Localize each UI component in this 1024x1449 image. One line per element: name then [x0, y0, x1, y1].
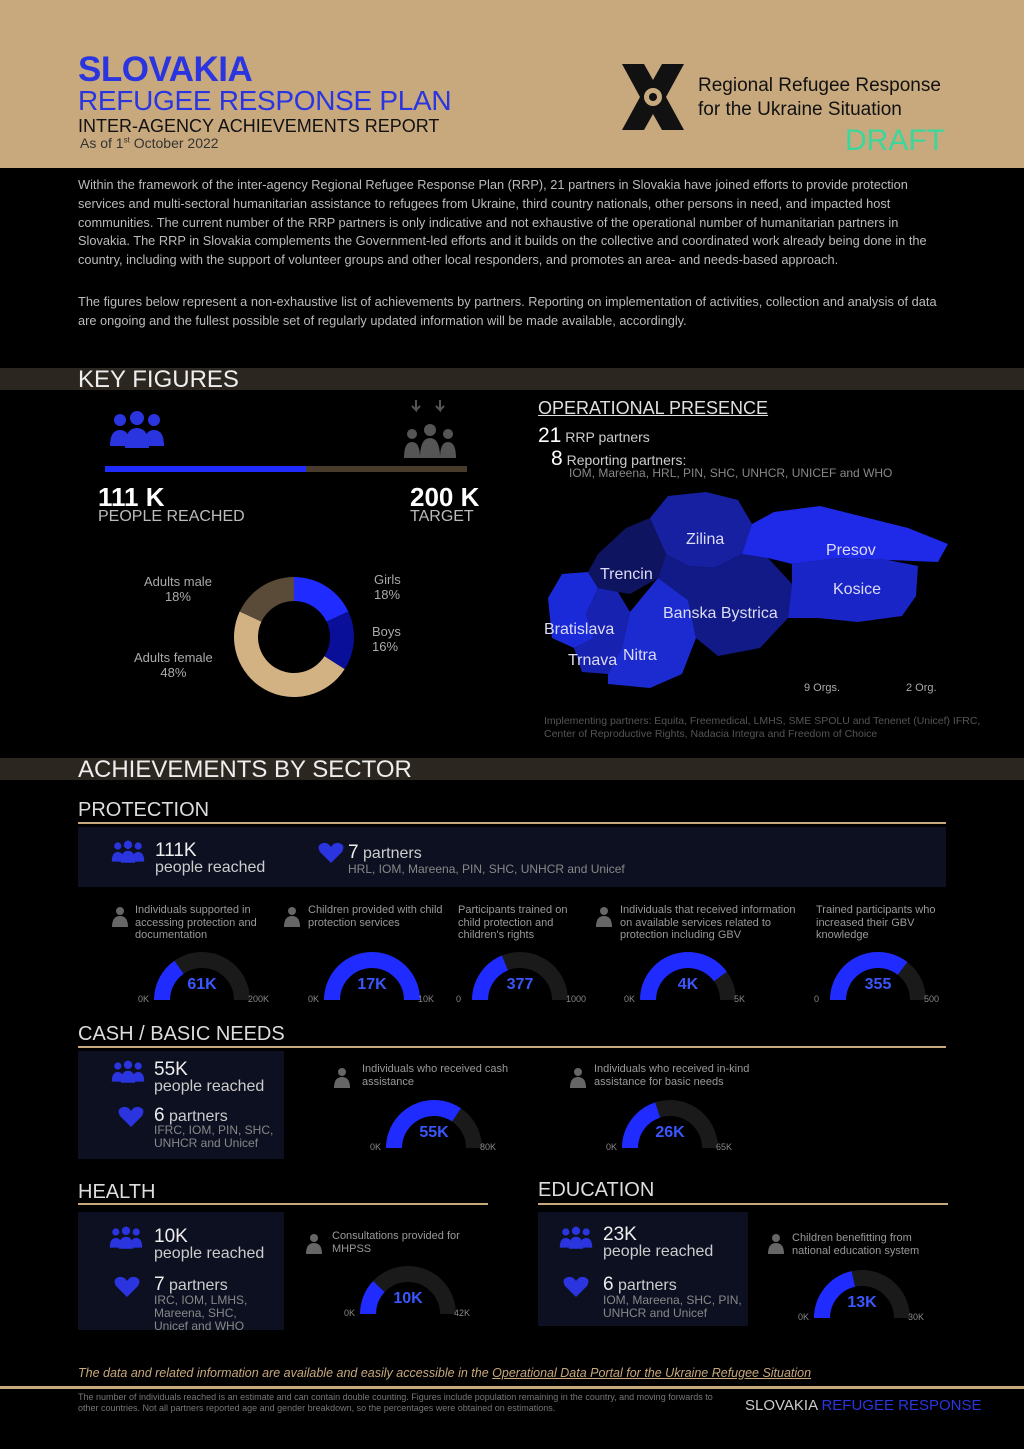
key-figures-title: KEY FIGURES: [78, 366, 239, 393]
protection-partners-list: HRL, IOM, Mareena, PIN, SHC, UNHCR and Unicef: [348, 862, 625, 876]
gauge-min: 0: [456, 994, 462, 1004]
gauge-max: 500: [924, 994, 940, 1004]
gauge-value: 26K: [655, 1124, 685, 1141]
indicator-icon: [110, 905, 130, 927]
gauge-max: 65K: [716, 1142, 733, 1152]
gauge-min: 0K: [624, 994, 636, 1004]
data-portal-link[interactable]: Operational Data Portal for the Ukraine Refugee Situation: [492, 1366, 812, 1380]
indicator-label: Consultations provided for MHPSS: [332, 1230, 460, 1255]
map-label-zilina: Zilina: [686, 531, 725, 548]
intro-paragraph-1: Within the framework of the inter-agency Regional Refugee Response Plan (RRP), 21 partners in Slovakia have joined efforts to provide protection services and multi-sectoral humanitarian assistance to refugees from Ukraine, third country nationals, other persons in need, and impacted host communities. The current number of the RRP partners is only indicative and not exhaustive of the operational number of humanitarian partners in Slovakia. The RRP in Slovakia complements the Government-led efforts and it builds on the collective and coordinated work already being done in the country, including with the support of volunteer groups and other local responders, and promotes an area- and needs-based approach.: [78, 177, 927, 268]
indicator-icon: [282, 905, 302, 927]
gauge-value: 55K: [419, 1124, 449, 1141]
protection-reached-label: people reached: [155, 859, 266, 876]
donut-adults-female: Adults female 48%: [134, 650, 213, 680]
reached-value: 111 K: [98, 482, 165, 512]
indicator-label: Trained participants who increased their GBV knowledge: [816, 904, 936, 941]
report-type: INTER-AGENCY ACHIEVEMENTS REPORT: [78, 116, 440, 136]
rrp-logo-icon: [614, 58, 692, 136]
intro-paragraph-2: The figures below represent a non-exhaustive list of achievements by partners. Reporting on implementation of activities, collection and analysis of data are ongoing and the fullest possible set of regularly updated information will be made available, accordingly.: [78, 294, 937, 328]
gauge-max: 1000: [566, 994, 587, 1004]
education-reached-label: people reached: [603, 1243, 714, 1260]
donut-slice-adults-male: [240, 577, 294, 622]
indicator-icon: [766, 1232, 786, 1254]
gauge-max: 30K: [908, 1312, 925, 1322]
indicator-label: Individuals who received cash assistance: [362, 1063, 509, 1088]
map-label-trencin: Trencin: [600, 566, 653, 583]
indicator-label: Children provided with child protection services: [308, 904, 443, 929]
gauge-max: 5K: [734, 994, 746, 1004]
health-rule: [78, 1203, 488, 1205]
people-reached-icon: [108, 410, 166, 450]
gauge-max: 80K: [480, 1142, 497, 1152]
education-partners: 6 partners: [603, 1274, 677, 1295]
education-partners-list: IOM, Mareena, SHC, PIN, UNHCR and Unicef: [603, 1293, 742, 1320]
donut-girls: Girls 18%: [374, 572, 401, 602]
gauge-min: 0K: [606, 1142, 618, 1152]
education-title: EDUCATION: [538, 1179, 655, 1201]
gauge: [624, 948, 746, 1011]
gauge-value: 377: [506, 976, 534, 993]
footer-disclaimer: The number of individuals reached is an estimate and can contain double counting. Figures include population remaining in the country, and moving forwards to other countries. Not all partners reported age and gender breakdown, so the percentages were obtained on estimations.: [78, 1392, 713, 1413]
cash-partners: 6 partners: [154, 1105, 228, 1126]
gauge: [456, 948, 587, 1011]
draft-stamp: DRAFT: [845, 124, 945, 157]
indicator-icon: [594, 905, 614, 927]
donut-adults-male: Adults male 18%: [144, 574, 212, 604]
age-gender-donut: [232, 575, 356, 699]
indicator-label: Children benefitting from national education system: [792, 1232, 920, 1257]
operational-presence-title: OPERATIONAL PRESENCE: [538, 398, 769, 418]
implementing-partners-note: Implementing partners: Equita, Freemedical, LMHS, SME SPOLU and Tenenet (Unicef) IFRC, Center of Reproductive Rights, Nadacia Integra and Freedom of Choice: [544, 715, 981, 740]
rrp-partners-count: 21 RRP partners: [538, 424, 650, 447]
map-label-presov: Presov: [826, 542, 876, 559]
achievements-title: ACHIEVEMENTS BY SECTOR: [78, 756, 412, 783]
gauge: [606, 1096, 733, 1159]
handshake-heart-icon: [563, 1276, 589, 1298]
gauge-value: 17K: [357, 976, 387, 993]
protection-summary-panel: [78, 827, 946, 887]
cash-partners-list: IFRC, IOM, PIN, SHC, UNHCR and Unicef: [154, 1123, 274, 1150]
gauge-min: 0K: [370, 1142, 382, 1152]
gauge: [814, 948, 940, 1011]
footer-rule: [0, 1386, 1024, 1389]
gauge-value: 355: [864, 976, 892, 993]
indicator-icon: [304, 1232, 324, 1254]
reporting-partners-list: IOM, Mareena, HRL, PIN, SHC, UNHCR, UNICEF and WHO: [569, 466, 893, 480]
protection-title: PROTECTION: [78, 799, 210, 821]
handshake-heart-icon: [318, 842, 344, 864]
page-subtitle: REFUGEE RESPONSE PLAN: [78, 85, 452, 116]
protection-reached-value: 111K: [155, 840, 197, 861]
gauge-max: 42K: [454, 1308, 471, 1318]
indicator-label: Participants trained on child protection and children's rights: [458, 904, 568, 941]
footer-brand: SLOVAKIA REFUGEE RESPONSE: [745, 1397, 982, 1414]
people-icon: [558, 1226, 594, 1250]
cash-reached-value: 55K: [154, 1059, 188, 1080]
target-people-icon: [400, 398, 466, 462]
gauge: [308, 948, 435, 1011]
target-value: 200 K: [410, 482, 480, 512]
gauge-min: 0K: [308, 994, 320, 1004]
indicator-icon: [568, 1066, 588, 1088]
gauge-min: 0K: [138, 994, 150, 1004]
health-reached-label: people reached: [154, 1245, 265, 1262]
gauge-max: 200K: [248, 994, 270, 1004]
cash-reached-label: people reached: [154, 1078, 265, 1095]
gauge-min: 0: [814, 994, 820, 1004]
gauge-min: 0K: [798, 1312, 810, 1322]
indicator-icon: [332, 1066, 352, 1088]
gauge: [344, 1262, 471, 1325]
cash-title: CASH / BASIC NEEDS: [78, 1023, 285, 1045]
gauge-value: 10K: [393, 1290, 423, 1307]
page-title: SLOVAKIA: [78, 50, 253, 89]
health-reached-value: 10K: [154, 1226, 188, 1247]
health-partners-list: IRC, IOM, LMHS, Mareena, SHC, Unicef and WHO: [154, 1293, 248, 1333]
education-rule: [538, 1203, 948, 1205]
people-icon: [108, 1226, 144, 1250]
people-icon: [110, 840, 146, 864]
gauge-value: 61K: [187, 976, 217, 993]
gauge: [138, 948, 270, 1011]
footer-data-note: The data and related information are available and easily accessible in the Operational Data Portal for the Ukraine Refugee Situation: [78, 1366, 812, 1380]
reporting-partners-count: 8 Reporting partners:: [551, 447, 687, 470]
handshake-heart-icon: [114, 1276, 140, 1298]
indicator-label: Individuals supported in accessing protection and documentation: [135, 904, 257, 941]
gauge-value: 4K: [677, 976, 699, 993]
indicator-label: Individuals who received in-kind assistance for basic needs: [594, 1063, 750, 1088]
donut-slice-girls: [294, 577, 348, 622]
target-label: TARGET: [410, 508, 474, 525]
reach-progress-fill: [105, 466, 306, 472]
indicator-label: Individuals that received information on available services related to protection including GBV: [620, 904, 796, 941]
map-label-banska-bystrica: Banska Bystrica: [663, 605, 778, 622]
health-partners: 7 partners: [154, 1274, 228, 1295]
people-icon: [110, 1060, 146, 1084]
map-label-nitra: Nitra: [623, 647, 657, 664]
health-title: HEALTH: [78, 1181, 156, 1203]
map-label-kosice: Kosice: [833, 581, 882, 598]
gauge-min: 0K: [344, 1308, 356, 1318]
education-reached-value: 23K: [603, 1224, 637, 1245]
protection-rule: [78, 822, 946, 824]
protection-partners: 7 partners: [348, 842, 422, 863]
report-date: As of 1st October 2022: [80, 135, 219, 151]
gauge-value: 13K: [847, 1294, 877, 1311]
map-legend-max: 2 Org.: [906, 682, 937, 694]
gauge: [370, 1096, 497, 1159]
gauge: [798, 1266, 925, 1329]
cash-rule: [78, 1046, 946, 1048]
map-label-bratislava: Bratislava: [544, 621, 615, 638]
donut-boys: Boys 16%: [372, 624, 401, 654]
reach-progress-track: [105, 466, 467, 472]
map-label-trnava: Trnava: [568, 652, 618, 669]
reached-label: PEOPLE REACHED: [98, 508, 245, 525]
handshake-heart-icon: [118, 1106, 144, 1128]
gauge-max: 10K: [418, 994, 435, 1004]
logo-text: Regional Refugee Response for the Ukraine Situation: [698, 75, 941, 120]
map-legend-min: 9 Orgs.: [804, 682, 841, 694]
